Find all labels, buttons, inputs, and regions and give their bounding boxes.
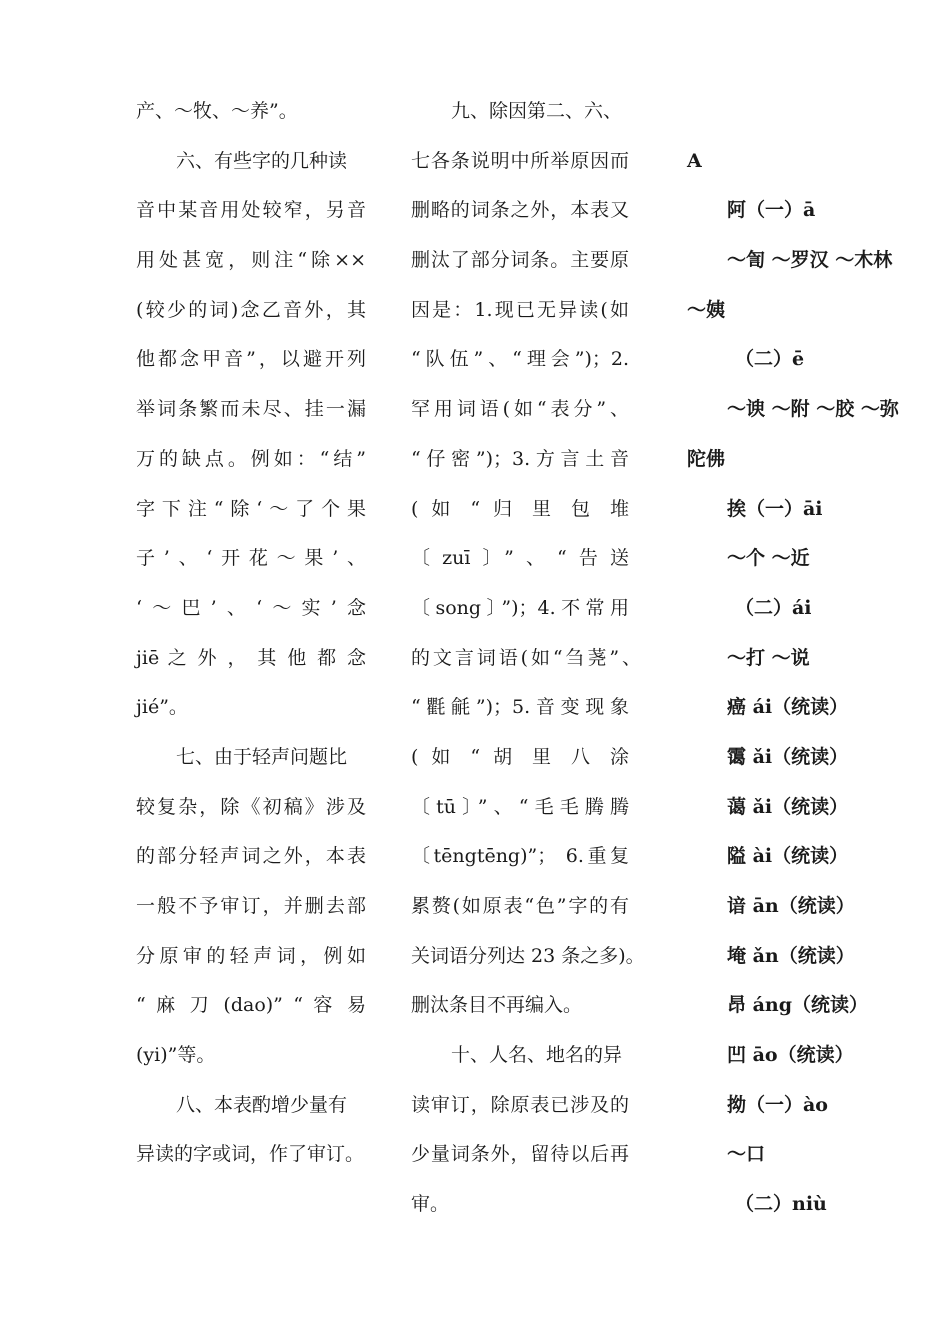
- text-line: 删略的词条之外，本表又: [411, 199, 629, 222]
- entry-examples: ～个 ～近: [727, 547, 810, 570]
- column-middle: [411, 87, 651, 1230]
- text-line: 六、有些字的几种读: [176, 149, 348, 172]
- text-line: 因是：1.现已无异读(如: [411, 298, 629, 321]
- text-line: 〔tū〕”、“毛毛腾腾: [411, 795, 629, 818]
- column-left: [136, 87, 366, 1180]
- text-line: 举词条繁而未尽、挂一漏: [136, 398, 366, 421]
- text-line: “ 麻 刀 (dao)” “ 容 易: [136, 994, 366, 1017]
- entry-headword: 拗（一）ào: [727, 1093, 828, 1116]
- text-line: (较少的词)念乙音外，其: [136, 298, 366, 321]
- entry-headword: 霭 ǎi（统读）: [727, 745, 849, 768]
- text-line: 八、本表酌增少量有: [176, 1093, 348, 1116]
- entry-headword: 癌 ái（统读）: [727, 696, 849, 719]
- text-line: 九、除因第二、六、: [451, 100, 623, 122]
- text-line: 产、～牧、～养”。: [136, 100, 298, 122]
- entry-headword: 凹 āo（统读）: [727, 1044, 854, 1067]
- text-line: “队伍”、“理会”)；2.: [411, 348, 629, 371]
- text-line: 审。: [411, 1193, 450, 1216]
- entry-examples: ～訇 ～罗汉 ～木林: [727, 249, 893, 272]
- text-line: ( 如 “ 胡 里 八 涂: [411, 745, 629, 768]
- text-line: 分原审的轻声词，例如: [136, 944, 366, 967]
- text-line: 较复杂，除《初稿》涉及: [136, 795, 366, 818]
- entry-reading: （二）ē: [735, 348, 805, 371]
- entry-reading: （二）niù: [735, 1193, 827, 1216]
- text-line: 七、由于轻声问题比: [176, 745, 348, 768]
- entry-headword: 阿（一）ā: [727, 199, 816, 222]
- entry-examples: ～谀 ～附 ～胶 ～弥: [727, 398, 899, 421]
- text-line: 字下注“除‘～了个果: [136, 497, 366, 520]
- text-line: ‘～巴’、‘～实’念: [136, 596, 366, 619]
- text-line: 十、人名、地名的异: [451, 1044, 623, 1067]
- entry-headword: 昂 áng（统读）: [727, 994, 869, 1017]
- entry-examples: ～姨: [687, 298, 726, 321]
- text-line: 一般不予审订，并删去部: [136, 895, 366, 917]
- text-line: 用处甚宽，则注“除××: [136, 249, 366, 272]
- entry-headword: 挨（一）āi: [727, 497, 823, 520]
- entry-headword: 埯 ǎn（统读）: [727, 944, 855, 967]
- text-line: 删汰条目不再编入。: [411, 994, 583, 1017]
- section-letter: A: [687, 149, 702, 172]
- text-line: 万的缺点。例如：“结”: [136, 447, 366, 470]
- entry-reading: （二）ái: [735, 596, 812, 619]
- text-line: “仔密”)；3.方言土音: [411, 447, 629, 470]
- text-line: 七各条说明中所举原因而: [411, 149, 629, 172]
- text-line: 异读的字或词，作了审订。: [136, 1143, 365, 1166]
- entry-headword: 谙 ān（统读）: [727, 895, 855, 917]
- entry-examples: ～口: [727, 1143, 766, 1166]
- entry-examples: ～打 ～说: [727, 646, 810, 669]
- text-line: 〔song〕”)；4.不常用: [411, 596, 629, 619]
- text-line: 音中某音用处较窄，另音: [136, 199, 366, 222]
- text-line: (yi)”等。: [136, 1044, 216, 1067]
- text-line: 的文言词语(如“刍荛”、: [411, 646, 641, 669]
- text-line: ( 如 “ 归 里 包 堆: [411, 497, 629, 520]
- text-line: 罕用词语(如“表分”、: [411, 398, 629, 421]
- text-line: 〔zuī〕”、“告送: [411, 547, 629, 570]
- text-line: 累赘(如原表“色”字的有: [411, 895, 629, 917]
- text-line: jiē 之 外 ， 其 他 都 念: [136, 646, 366, 669]
- text-line: 他都念甲音”，以避开列: [136, 348, 366, 371]
- text-line: 子’、‘开花～果’、: [136, 547, 366, 570]
- text-line: jié”。: [136, 696, 188, 719]
- text-line: “氍毹”)；5.音变现象: [411, 696, 629, 719]
- column-right-glossary: [687, 87, 927, 1230]
- text-line: 读审订，除原表已涉及的: [411, 1093, 629, 1116]
- blank-line: [687, 87, 927, 137]
- text-line: 〔tēngtēng)”； 6.重复: [411, 845, 629, 868]
- text-line: 的部分轻声词之外，本表: [136, 845, 366, 868]
- text-line: 关词语分列达 23 条之多)。: [411, 944, 645, 967]
- entry-headword: 蔼 ǎi（统读）: [727, 795, 849, 818]
- entry-headword: 隘 ài（统读）: [727, 845, 849, 868]
- entry-examples: 陀佛: [687, 447, 726, 470]
- text-line: 少量词条外，留待以后再: [411, 1143, 629, 1166]
- text-line: 删汰了部分词条。主要原: [411, 249, 629, 272]
